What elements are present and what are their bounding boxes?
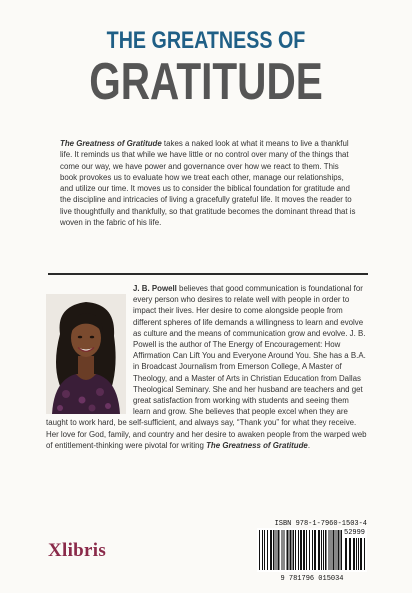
barcode-bar <box>312 530 313 570</box>
barcode-bar <box>303 530 305 570</box>
barcode-bar <box>293 530 295 570</box>
barcode-bar <box>270 530 272 570</box>
barcode-bar <box>278 530 280 570</box>
barcode-bar <box>358 538 359 570</box>
isbn-label: ISBN 978-1-7960-1503-4 <box>274 520 367 528</box>
barcode-bar <box>276 530 277 570</box>
author-bio-text: believes that good communication is foundational for every person who desires to relate well with people in order to impact their lives. Her desire to come alongside people from different spheres of life demands a willingness to learn and evolve as culture and the means of communication grow and evolve. J. B. Powell is the author of The Energy of Encouragement: How Affirmation Can Lift You and Everyone Around You. She has a B.A. in Broadcast Journalism from Emerson College, A Master of Theology, and a Master of Arts in Christian Education from Dallas Theological Seminary. She and her husband are teachers and get great satisfaction from working with students and seeing them learn and grow. She believes that people excel when they are taught to work hard, be self-sufficient, and always say, “Thank you” for what they receive. Her love for God, family, and country and her desire to awaken people from the warped web of entitlement-thinking were pivotal for writing <box>46 284 367 450</box>
author-bio-book-title: The Greatness of Gratitude <box>206 440 308 450</box>
barcode-bar <box>259 530 260 570</box>
barcode-bar <box>309 530 310 570</box>
barcode-number: 9 781796 015034 <box>280 575 344 583</box>
barcode-bar <box>306 530 307 570</box>
barcode-bar <box>329 530 330 570</box>
barcode-bar <box>338 530 340 570</box>
barcode-bar <box>298 530 299 570</box>
barcode-bar <box>325 530 327 570</box>
barcode-bar <box>323 530 324 570</box>
barcode-bar <box>262 530 263 570</box>
barcode-bar <box>336 530 337 570</box>
price-code: 52999 <box>344 529 366 537</box>
barcode-bar <box>282 530 283 570</box>
author-photo <box>46 294 126 414</box>
blurb-book-title: The Greatness of Gratitude <box>60 139 162 148</box>
barcode-bar <box>353 538 355 570</box>
author-bio-end: . <box>307 440 311 450</box>
publisher-logo: Xlibris <box>48 540 107 561</box>
barcode-bar <box>295 530 296 570</box>
barcode-bar <box>333 530 335 570</box>
barcode-bar <box>360 538 362 570</box>
barcode-bar <box>321 530 322 570</box>
barcode-bar <box>314 530 316 570</box>
barcode-bar <box>318 530 320 570</box>
barcode-bar <box>290 530 292 570</box>
barcode-bar <box>331 530 332 570</box>
book-title-line2: GRATITUDE <box>89 53 323 111</box>
back-cover-blurb <box>60 138 356 228</box>
author-name: J. B. Powell <box>133 284 177 293</box>
barcode-bar <box>264 530 265 570</box>
barcode-bar <box>349 538 351 570</box>
blurb-text: takes a naked look at what it means to live a thankful life. It reminds us that while we have little or no control over many of the things that come our way, we have power and governance over how we react to them. This book provokes us to evaluate how we treat each other, manage our relationships, and utilize our time. It moves us to consider the biblical foundation for gratitude and the discipline and intricacies of living a gracefully grateful life. It moves the reader to live thoughtfully and thankfully, so that gratitude becomes the dominant thread that is woven in the fabric of his life. <box>60 139 356 228</box>
barcode-bar <box>356 538 357 570</box>
barcode-bar <box>300 530 302 570</box>
barcode-bar <box>341 530 343 570</box>
barcode-bar <box>267 530 268 570</box>
barcode-bar <box>345 538 347 570</box>
barcode-bar <box>364 538 365 570</box>
barcode-bar <box>284 530 285 570</box>
barcode-bar <box>273 530 275 570</box>
barcode-bar <box>287 530 289 570</box>
book-title-line1: THE GREATNESS OF <box>106 27 306 54</box>
divider-rule <box>48 273 368 275</box>
